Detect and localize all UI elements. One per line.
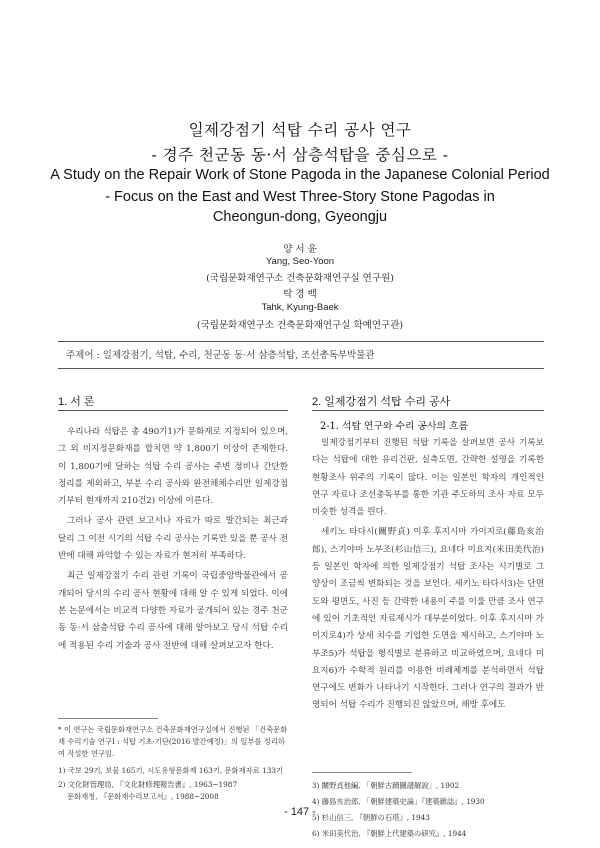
paragraph: 우리나라 석탑은 총 490기1)가 문화재로 지정되어 있으며, 그 외 비지정문화재를 합치면 약 1,800기 이상이 존재한다. 이 1,800기에 달하는 석탑 수리 공사는 주변 정비나 간단한 정리를 제외하고, 부분 수리 공사와 완전해체수리만 일제강점기부터 현재까지 210건2) 이상에 이른다.: [58, 427, 288, 507]
left-column-body: [58, 424, 288, 655]
footnote: 문화재청, 『문화재수리보고서』, 1988~2008: [67, 792, 219, 802]
page-number: - 147 -: [284, 806, 316, 818]
footnote: 5) 杉山信三, 『朝鮮の石塔』, 1943: [312, 813, 430, 822]
right-footnote-rule: [312, 772, 412, 773]
keywords: 주제어 : 일제강점기, 석탑, 수리, 천군동 동·서 삼층석탑, 조선총독부박물관: [66, 350, 375, 361]
section-2-title: 2. 일제강점기 석탑 수리 공사: [312, 396, 451, 408]
section-1-title: 1. 서 론: [58, 396, 95, 408]
footnote: 3) 關野貞他編, 「朝鮮古蹟圖譜解說」, 1902: [312, 781, 460, 790]
title-english-line-1: A Study on the Repair Work of Stone Pagoda in the Japanese Colonial Period: [50, 167, 550, 183]
right-column-body: [312, 435, 544, 715]
footnote: 4) 藤島亥治郎, 「朝鮮建築史論」『建築雜誌』, 1930: [312, 797, 485, 806]
keywords-top-rule: [58, 341, 544, 342]
title-korean-main: 일제강점기 석탑 수리 공사 연구: [188, 121, 412, 139]
author-1-affiliation: (국립문화재연구소 건축문화재연구실 연구원): [206, 273, 394, 284]
left-footnote-rule: [58, 718, 158, 719]
title-english-line-2: - Focus on the East and West Three-Story Stone Pagodas in: [105, 189, 495, 205]
title-english-line-3: Cheongun-dong, Gyeongju: [212, 209, 388, 225]
footnote: * 이 연구는 국립문화재연구소 건축문화재연구실에서 진행된 「건축문화재 수리기술 연구Ⅰ : 석탑 기초·기단(2016 발간예정)」의 일부를 정리하여 작성한 연구임.: [58, 725, 288, 759]
paragraph: 최근 일제강점기 수리 관련 기록이 국립중앙박물관에서 공개되어 당시의 수리 공사 현황에 대해 알 수 있게 되었다. 이에 본 논문에서는 비교적 다양한 자료가 공개되어 있는 경주 천군동 동·서 삼층석탑 수리 공사에 대해 알아보고 당시 석탑 수리에 적용된 수리 기술과 공사 전반에 대해 살펴보고자 한다.: [58, 571, 288, 651]
footnote: 1) 국보 29기, 보물 165기, 시도유형문화재 163기, 문화재자료 133기: [58, 765, 284, 775]
author-1-english: Yang, Seo-Yoon: [265, 256, 335, 267]
paragraph: 일제강점기부터 진행된 석탑 기록을 살펴보면 공사 기록보다는 석탑에 대한 유리건판, 실측도면, 간략한 설명을 기록한 현황조사 위주의 기록이 많다. 이는 일본인 학자의 개인적인 연구 자료나 조선총독부를 통한 기관 주도하의 조사 자료 모두 비슷한 성격을 띈다.: [312, 438, 544, 518]
author-2-english: Tahk, Kyung-Baek: [261, 302, 339, 313]
section-1-rule: [58, 410, 288, 411]
author-1-korean: 양 서 윤: [283, 244, 317, 255]
paragraph: 세키노 타다시(關野貞) 이후 후지시마 가이지로(藤島亥治郎), 스기야마 노부조(杉山信三), 요네다 미요지(米田美代治) 등 일본인 학자에 의한 일제강점기 석탑 조사는 시기별로 그 양상이 조금씩 변화되는 것을 보인다. 세키노 타다시3)는 단면도와 평면도, 사진 등 간략한 내용이 주를 이룰 만큼 조사 연구에 있어 기초적인 자료제시가 대부분이었다. 이후 후지시마 가이지로4)가 상세 치수를 기입한 도면을 제시하고, 스기야마 노부조5)가 석탑을 형식별로 분류하고 비교하였으며, 요네다 미요지6)가 수학적 원리를 이용한 비례체계를 분석하면서 석탑 연구에도 변화가 나타나기 시작한다. 그러나 연구의 결과가 반영되어 석탑 수리가 진행되진 않았으며, 해방 후에도: [312, 527, 544, 711]
paragraph: 그러나 공사 관련 보고서나 자료가 따로 발간되는 최근과 달리 그 이전 시기의 석탑 수리 공사는 기록만 있을 뿐 공사 전반에 대해 파악할 수 있는 자료가 현저히 부족하다.: [58, 516, 288, 562]
author-2-affiliation: (국립문화재연구소 건축문화재연구실 학예연구관): [196, 320, 404, 331]
section-2-rule: [312, 410, 544, 411]
left-footnotes: [58, 724, 288, 803]
footnote: 2) 文化財管理局, 『文化財修理報告書』, 1963~1987: [58, 779, 238, 789]
keywords-bottom-rule: [58, 368, 544, 369]
footnote: 6) 米田美代治, 『朝鮮上代建築の研究』, 1944: [312, 829, 467, 838]
author-2-korean: 탁 경 백: [283, 289, 317, 300]
subsection-2-1-title: 2-1. 석탑 연구와 수리 공사의 흐름: [320, 421, 469, 432]
title-korean-subtitle: - 경주 천군동 동·서 삼층석탑을 중심으로 -: [151, 146, 449, 164]
